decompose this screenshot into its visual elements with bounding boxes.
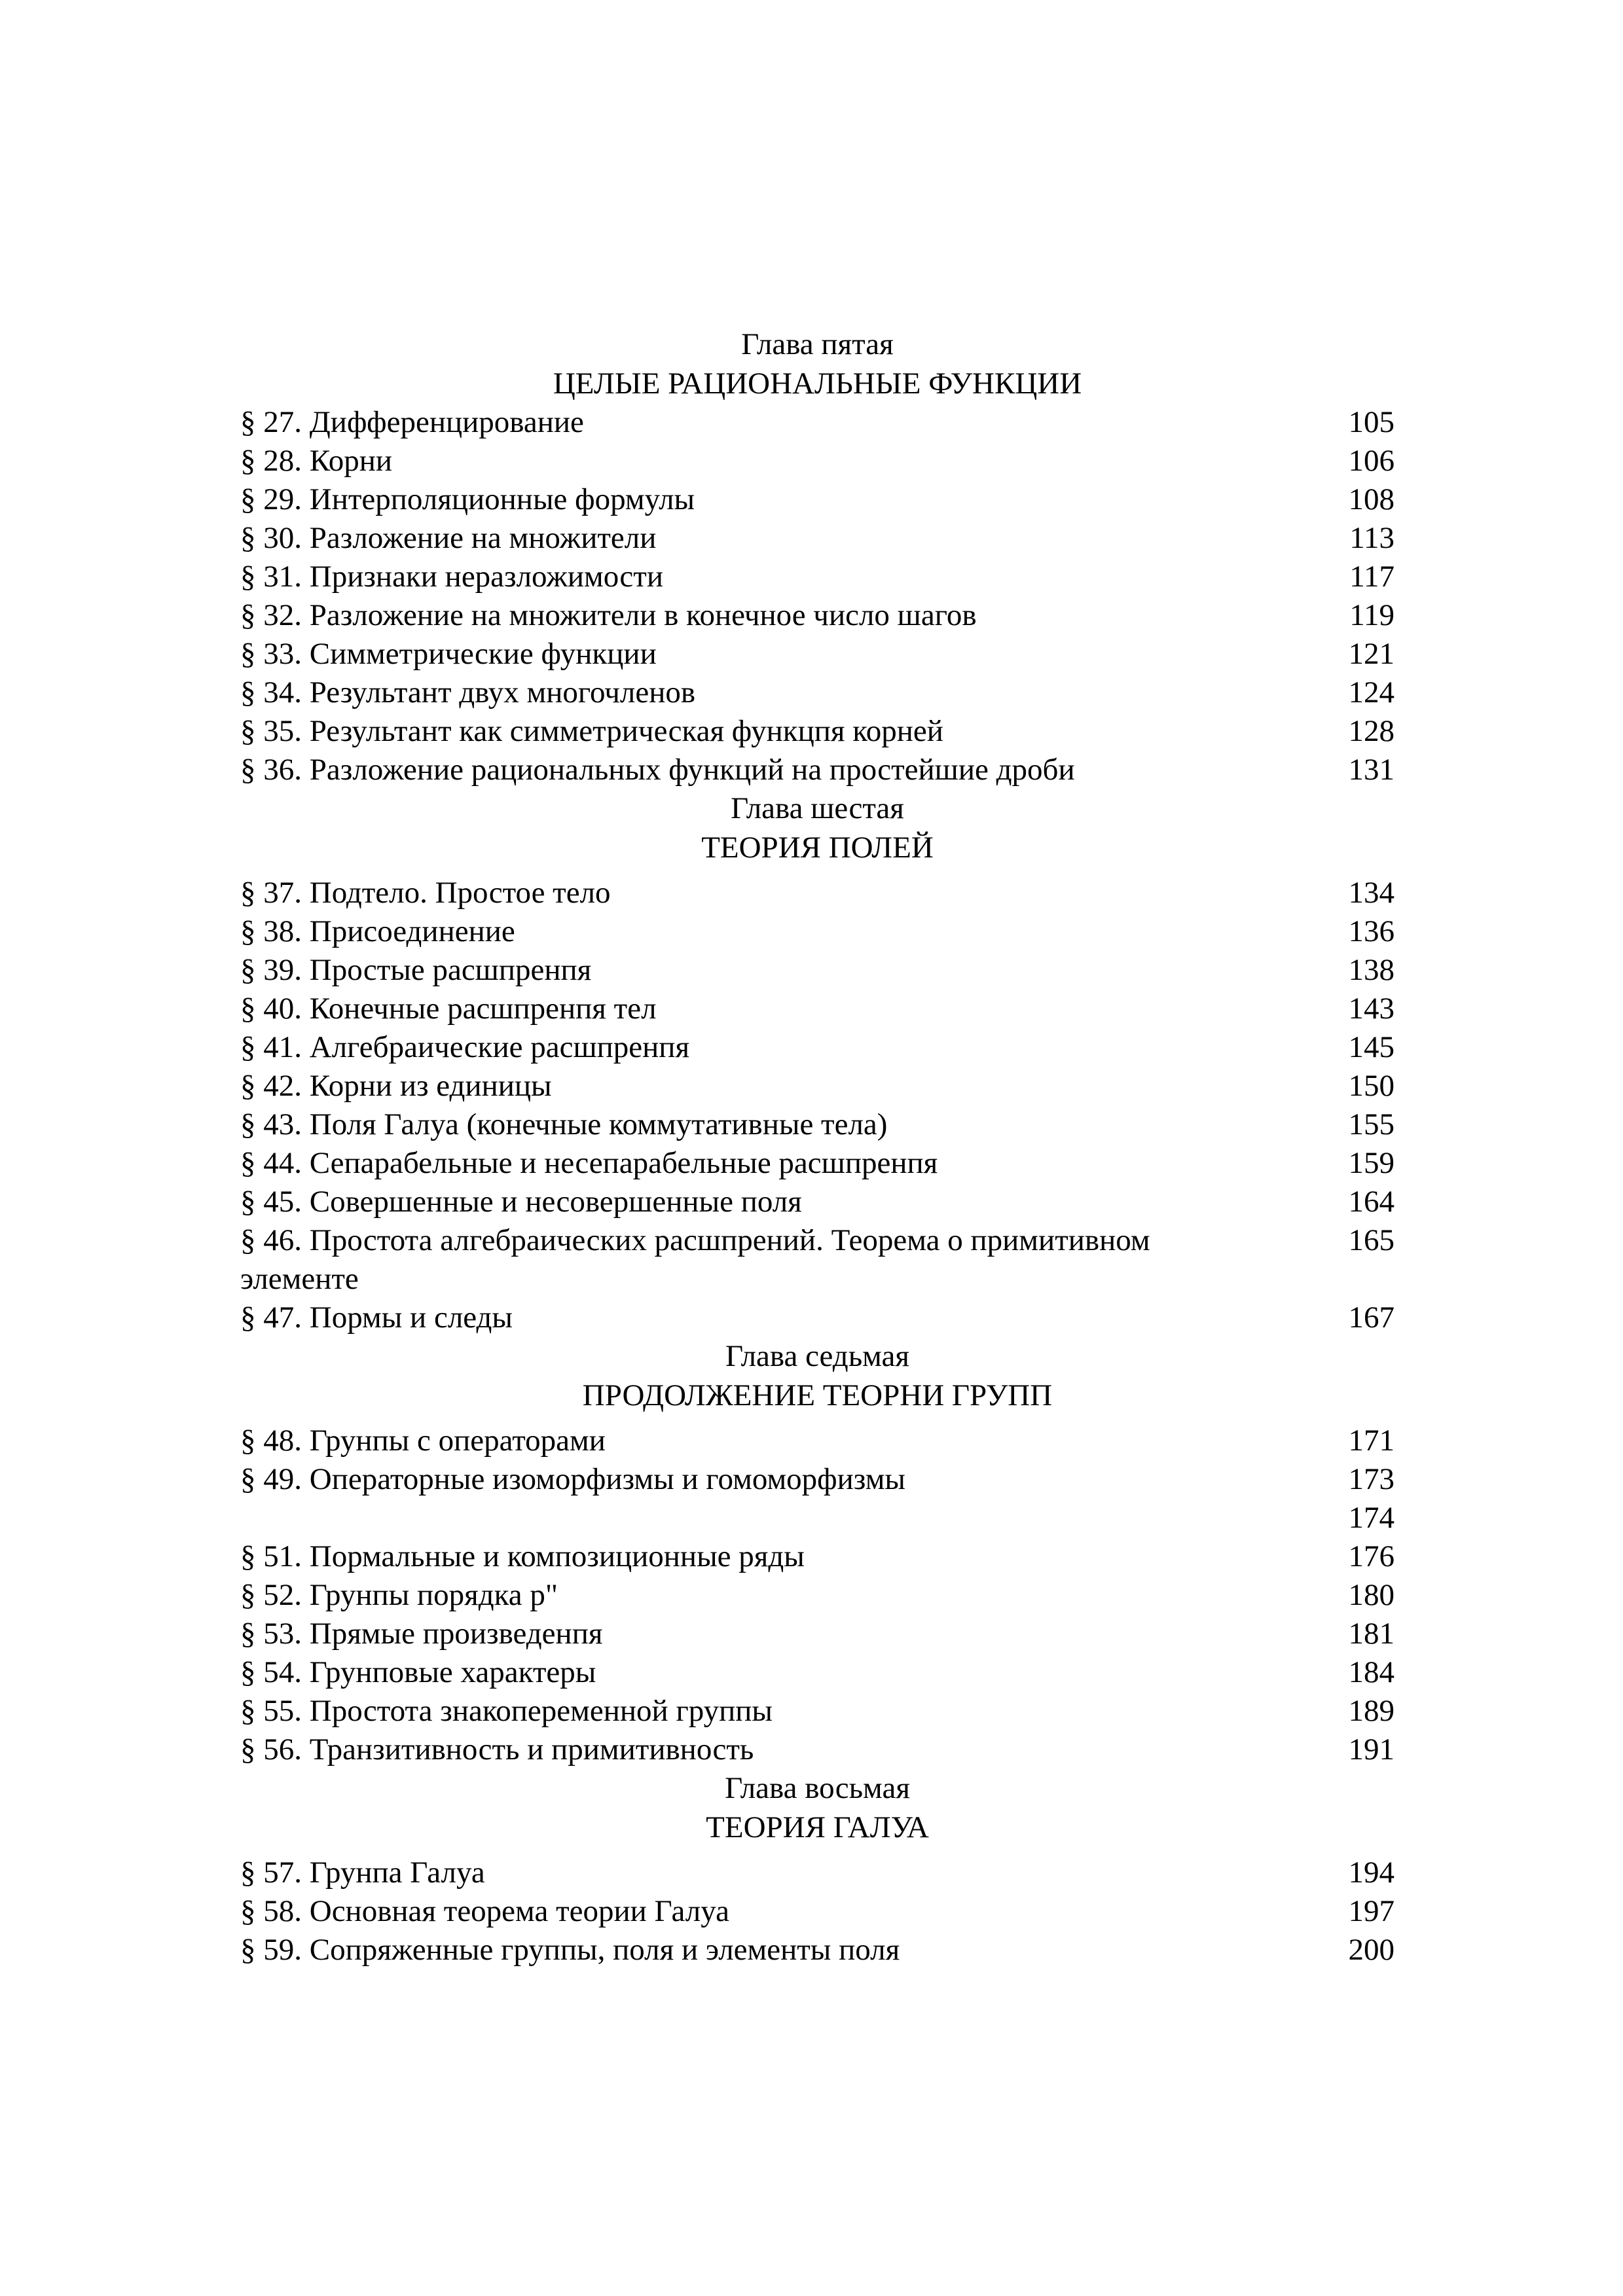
entry-title: § 45. Совершенные и несовершенные поля [240, 1185, 802, 1219]
chapter-section [240, 325, 1395, 789]
entry-page-number: 184 [1348, 1655, 1395, 1689]
toc-entry [240, 558, 1395, 596]
entry-title: § 59. Сопряженные группы, поля и элементы поля [240, 1933, 900, 1967]
toc-entry [240, 1105, 1395, 1144]
toc-entry [240, 1067, 1395, 1105]
toc-entry [240, 1299, 1395, 1337]
entry-title: § 31. Признаки неразложимости [240, 560, 663, 594]
entry-page-number: 113 [1349, 521, 1395, 555]
toc-entry [240, 1692, 1395, 1731]
toc-entry [240, 751, 1395, 789]
entry-page-number: 189 [1348, 1694, 1395, 1728]
entry-title: § 42. Корни из единицы [240, 1069, 552, 1103]
toc-entry [240, 912, 1395, 951]
toc-entry [240, 519, 1395, 558]
entry-page-number: 121 [1348, 637, 1395, 671]
entry-title: § 35. Результант как симметрическая функцпя корней [240, 714, 943, 748]
entry-title: § 43. Поля Галуа (конечные коммутативные тела) [240, 1107, 888, 1141]
entry-title: § 36. Разложение рациональных функций на простейшие дроби [240, 753, 1075, 787]
toc-entry [240, 874, 1395, 912]
entry-page-number: 124 [1348, 675, 1395, 709]
toc-entry [240, 1183, 1395, 1221]
chapter-section [240, 789, 1395, 1337]
entry-page-number: 128 [1348, 714, 1395, 748]
entry-title: § 47. Пормы и следы [240, 1300, 513, 1335]
toc-entry [240, 1499, 1395, 1537]
entry-page-number: 143 [1348, 992, 1395, 1026]
toc-entry [240, 596, 1395, 635]
chapter-title: ТЕОРИЯ ГАЛУА [706, 1810, 929, 1844]
entry-title: § 38. Присоединение [240, 914, 515, 948]
entry-page-number: 194 [1348, 1856, 1395, 1890]
entry-title: § 55. Простота знакопеременной группы [240, 1694, 773, 1728]
entry-page-number: 174 [1348, 1501, 1395, 1535]
chapter-label: Глава седьмая [725, 1339, 910, 1373]
chapter-title: ЦЕЛЫЕ РАЦИОНАЛЬНЫЕ ФУНКЦИИ [553, 367, 1082, 401]
entry-title: § 53. Прямые произведенпя [240, 1617, 603, 1651]
toc-entry [240, 635, 1395, 673]
toc-entry [240, 1931, 1395, 1969]
toc-entry [240, 403, 1395, 442]
entry-page-number: 180 [1348, 1578, 1395, 1612]
toc-entry [240, 951, 1395, 990]
entry-page-number: 145 [1348, 1030, 1395, 1064]
entry-page-number: 138 [1348, 953, 1395, 987]
toc-entry [240, 1144, 1395, 1183]
toc-entry [240, 1854, 1395, 1892]
entry-title: § 30. Разложение на множители [240, 521, 657, 555]
toc-entry [240, 990, 1395, 1028]
entry-title: § 57. Грунпа Галуа [240, 1856, 485, 1890]
entry-title: § 27. Дифференцирование [240, 405, 584, 439]
table-of-contents [240, 325, 1395, 1969]
entry-page-number: 173 [1348, 1462, 1395, 1496]
chapter-label: Глава восьмая [725, 1771, 910, 1805]
entry-title: § 28. Корни [240, 444, 393, 478]
entry-page-number: 134 [1348, 876, 1395, 910]
entry-page-number: 150 [1348, 1069, 1395, 1103]
entry-page-number: 181 [1348, 1617, 1395, 1651]
entry-page-number: 171 [1348, 1424, 1395, 1458]
toc-entry [240, 1576, 1395, 1615]
toc-entry [240, 712, 1395, 751]
toc-entry [240, 1892, 1395, 1931]
entry-title: § 44. Сепарабельные и несепарабельные расшпренпя [240, 1146, 938, 1180]
entry-page-number: 176 [1348, 1539, 1395, 1573]
entry-title: § 49. Операторные изоморфизмы и гомоморфизмы [240, 1462, 906, 1496]
chapter-title: ПРОДОЛЖЕНИЕ ТЕОРНИ ГРУПП [582, 1378, 1053, 1412]
entry-title: § 56. Транзитивность и примитивность [240, 1732, 754, 1767]
entry-page-number: 131 [1348, 753, 1395, 787]
entry-page-number: 159 [1348, 1146, 1395, 1180]
entry-page-number: 191 [1348, 1732, 1395, 1767]
chapter-label: Глава пятая [741, 327, 894, 361]
entry-page-number: 136 [1348, 914, 1395, 948]
entry-title: § 54. Грунповые характеры [240, 1655, 596, 1689]
entry-title: § 48. Грунпы с операторами [240, 1424, 606, 1458]
entry-page-number: 165 [1348, 1223, 1395, 1257]
entry-title: § 51. Пормальные и композиционные ряды [240, 1539, 805, 1573]
toc-entry [240, 1615, 1395, 1653]
entry-page-number: 106 [1348, 444, 1395, 478]
entry-title: § 41. Алгебраические расшпренпя [240, 1030, 690, 1064]
entry-title: § 29. Интерполяционные формулы [240, 482, 695, 516]
toc-entry [240, 1422, 1395, 1460]
entry-page-number: 119 [1349, 598, 1395, 632]
entry-title: § 33. Симметрические функции [240, 637, 657, 671]
toc-entry [240, 1731, 1395, 1769]
entry-page-number: 117 [1349, 560, 1395, 594]
toc-entry [240, 1537, 1395, 1576]
entry-page-number: 105 [1348, 405, 1395, 439]
entry-title: § 32. Разложение на множители в конечное число шагов [240, 598, 977, 632]
entry-page-number: 167 [1348, 1300, 1395, 1335]
entry-page-number: 155 [1348, 1107, 1395, 1141]
entry-title: § 34. Результант двух многочленов [240, 675, 696, 709]
toc-entry [240, 1221, 1395, 1299]
entry-page-number: 200 [1348, 1933, 1395, 1967]
toc-entry [240, 442, 1395, 480]
entry-title: § 37. Подтело. Простое тело [240, 876, 611, 910]
toc-entry [240, 673, 1395, 712]
chapter-label: Глава шестая [731, 791, 904, 825]
entry-page-number: 108 [1348, 482, 1395, 516]
toc-entry [240, 480, 1395, 519]
chapter-section [240, 1769, 1395, 1969]
toc-entry [240, 1460, 1395, 1499]
entry-page-number: 197 [1348, 1894, 1395, 1928]
entry-title: § 39. Простые расшпренпя [240, 953, 592, 987]
chapter-title: ТЕОРИЯ ПОЛЕЙ [701, 831, 934, 865]
toc-entry [240, 1653, 1395, 1692]
entry-title: § 58. Основная теорема теории Галуа [240, 1894, 729, 1928]
entry-page-number: 164 [1348, 1185, 1395, 1219]
toc-entry [240, 1028, 1395, 1067]
entry-title: § 40. Конечные расшпренпя тел [240, 992, 657, 1026]
chapter-section [240, 1337, 1395, 1769]
entry-title: § 46. Простота алгебраических расшпрений. Теорема о примитивном элементе [240, 1223, 1150, 1296]
entry-title: § 52. Грунпы порядка р" [240, 1578, 558, 1612]
